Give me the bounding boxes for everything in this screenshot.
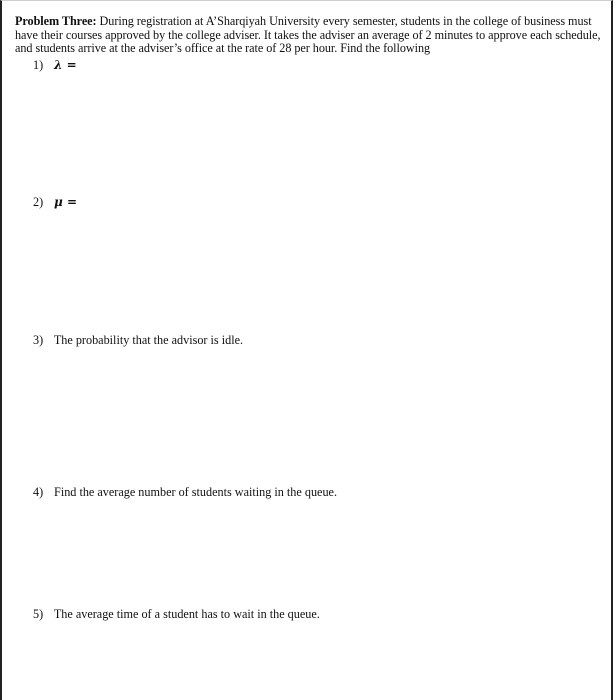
question-number: 3) [33, 333, 44, 347]
question-4 [33, 485, 337, 499]
problem-statement [15, 15, 603, 56]
question-number: 4) [33, 485, 44, 499]
question-number: 5) [33, 607, 44, 621]
question-text: μ = [54, 195, 78, 209]
problem-body: During registration at A’Sharqiyah University every semester, students in the college of business must have their courses approved by the college adviser. It takes the adviser an average of 2 minutes to approve each schedule, and students arrive at the adviser’s office at the rate of 28 per hour. Find the following [15, 14, 601, 56]
question-text: Find the average number of students waiting in the queue. [54, 485, 337, 499]
problem-heading: Problem Three: [15, 14, 97, 28]
question-1 [33, 58, 77, 72]
question-3 [33, 333, 243, 347]
question-number: 1) [33, 58, 44, 72]
question-text: The average time of a student has to wait in the queue. [53, 607, 320, 621]
question-text: The probability that the advisor is idle. [53, 333, 244, 347]
question-number: 2) [33, 195, 44, 209]
question-text: λ = [54, 58, 77, 72]
question-5 [33, 607, 320, 621]
question-2 [33, 195, 77, 209]
